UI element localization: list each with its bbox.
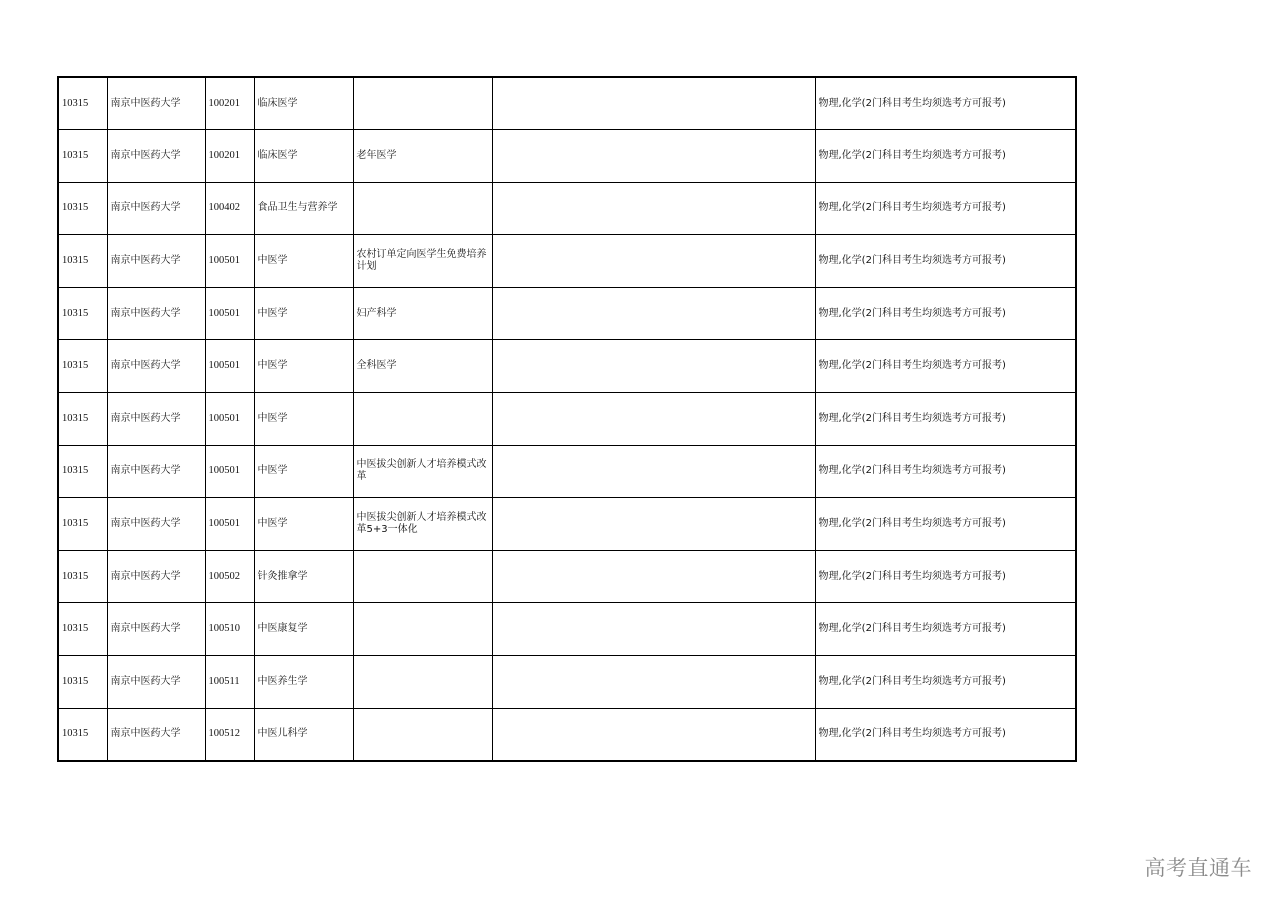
major-code-cell: 100501: [205, 287, 254, 340]
major-code-cell: 100501: [205, 235, 254, 288]
major-code-cell: 100501: [205, 393, 254, 446]
school-name-cell: 南京中医药大学: [107, 235, 205, 288]
enrollment-subject-table: [57, 76, 1077, 762]
major-name-cell: 中医学: [254, 393, 353, 446]
major-direction-cell: [353, 182, 492, 235]
school-name-cell: 南京中医药大学: [107, 445, 205, 498]
school-name-cell: 南京中医药大学: [107, 340, 205, 393]
school-code-cell: 10315: [58, 498, 107, 551]
major-name-cell: 食品卫生与营养学: [254, 182, 353, 235]
major-name-cell: 中医学: [254, 287, 353, 340]
subject-requirement-cell: 物理,化学(2门科目考生均须选考方可报考): [815, 708, 1076, 761]
note-cell: [492, 130, 815, 183]
school-name-cell: 南京中医药大学: [107, 287, 205, 340]
note-cell: [492, 708, 815, 761]
major-code-cell: 100501: [205, 340, 254, 393]
school-name-cell: 南京中医药大学: [107, 656, 205, 709]
school-code-cell: 10315: [58, 656, 107, 709]
school-code-cell: 10315: [58, 393, 107, 446]
school-name-cell: 南京中医药大学: [107, 550, 205, 603]
major-code-cell: 100402: [205, 182, 254, 235]
school-code-cell: 10315: [58, 182, 107, 235]
major-code-cell: 100510: [205, 603, 254, 656]
major-code-cell: 100201: [205, 77, 254, 130]
major-direction-cell: [353, 708, 492, 761]
major-name-cell: 临床医学: [254, 130, 353, 183]
watermark-text: 高考直通车: [1144, 856, 1252, 880]
table-row: [58, 550, 1076, 603]
school-name-cell: 南京中医药大学: [107, 603, 205, 656]
major-name-cell: 中医学: [254, 445, 353, 498]
table-row: [58, 340, 1076, 393]
major-direction-cell: [353, 550, 492, 603]
school-code-cell: 10315: [58, 130, 107, 183]
subject-requirement-cell: 物理,化学(2门科目考生均须选考方可报考): [815, 445, 1076, 498]
school-code-cell: 10315: [58, 287, 107, 340]
major-direction-cell: 中医拔尖创新人才培养模式改革: [353, 445, 492, 498]
table-row: [58, 708, 1076, 761]
note-cell: [492, 77, 815, 130]
subject-requirement-cell: 物理,化学(2门科目考生均须选考方可报考): [815, 182, 1076, 235]
major-code-cell: 100501: [205, 445, 254, 498]
major-name-cell: 中医学: [254, 235, 353, 288]
table-row: [58, 445, 1076, 498]
major-code-cell: 100201: [205, 130, 254, 183]
note-cell: [492, 603, 815, 656]
school-code-cell: 10315: [58, 445, 107, 498]
note-cell: [492, 550, 815, 603]
subject-requirement-cell: 物理,化学(2门科目考生均须选考方可报考): [815, 287, 1076, 340]
note-cell: [492, 287, 815, 340]
subject-requirement-cell: 物理,化学(2门科目考生均须选考方可报考): [815, 393, 1076, 446]
table-row: [58, 393, 1076, 446]
major-name-cell: 中医康复学: [254, 603, 353, 656]
table-row: [58, 235, 1076, 288]
subject-requirement-cell: 物理,化学(2门科目考生均须选考方可报考): [815, 130, 1076, 183]
note-cell: [492, 340, 815, 393]
subject-requirement-cell: 物理,化学(2门科目考生均须选考方可报考): [815, 603, 1076, 656]
major-direction-cell: 农村订单定向医学生免费培养计划: [353, 235, 492, 288]
note-cell: [492, 445, 815, 498]
school-code-cell: 10315: [58, 603, 107, 656]
school-name-cell: 南京中医药大学: [107, 708, 205, 761]
major-direction-cell: 中医拔尖创新人才培养模式改革5+3一体化: [353, 498, 492, 551]
note-cell: [492, 498, 815, 551]
note-cell: [492, 393, 815, 446]
note-cell: [492, 235, 815, 288]
subject-requirement-cell: 物理,化学(2门科目考生均须选考方可报考): [815, 498, 1076, 551]
table-row: [58, 287, 1076, 340]
school-code-cell: 10315: [58, 550, 107, 603]
major-code-cell: 100501: [205, 498, 254, 551]
major-code-cell: 100502: [205, 550, 254, 603]
major-code-cell: 100512: [205, 708, 254, 761]
major-direction-cell: [353, 77, 492, 130]
school-name-cell: 南京中医药大学: [107, 130, 205, 183]
school-code-cell: 10315: [58, 340, 107, 393]
major-name-cell: 针灸推拿学: [254, 550, 353, 603]
table-row: [58, 498, 1076, 551]
note-cell: [492, 182, 815, 235]
school-name-cell: 南京中医药大学: [107, 77, 205, 130]
major-direction-cell: 全科医学: [353, 340, 492, 393]
major-name-cell: 中医儿科学: [254, 708, 353, 761]
school-name-cell: 南京中医药大学: [107, 182, 205, 235]
major-direction-cell: [353, 656, 492, 709]
subject-requirement-cell: 物理,化学(2门科目考生均须选考方可报考): [815, 235, 1076, 288]
table-row: [58, 130, 1076, 183]
subject-requirement-cell: 物理,化学(2门科目考生均须选考方可报考): [815, 550, 1076, 603]
school-name-cell: 南京中医药大学: [107, 393, 205, 446]
subject-requirement-cell: 物理,化学(2门科目考生均须选考方可报考): [815, 656, 1076, 709]
note-cell: [492, 656, 815, 709]
school-code-cell: 10315: [58, 708, 107, 761]
subject-requirement-cell: 物理,化学(2门科目考生均须选考方可报考): [815, 340, 1076, 393]
major-direction-cell: 老年医学: [353, 130, 492, 183]
table-row: [58, 603, 1076, 656]
table-row: [58, 77, 1076, 130]
major-name-cell: 中医学: [254, 498, 353, 551]
major-name-cell: 中医学: [254, 340, 353, 393]
major-direction-cell: [353, 603, 492, 656]
table-row: [58, 182, 1076, 235]
table-body: [58, 77, 1076, 761]
major-name-cell: 临床医学: [254, 77, 353, 130]
school-code-cell: 10315: [58, 235, 107, 288]
major-code-cell: 100511: [205, 656, 254, 709]
table-row: [58, 656, 1076, 709]
school-name-cell: 南京中医药大学: [107, 498, 205, 551]
school-code-cell: 10315: [58, 77, 107, 130]
subject-requirement-cell: 物理,化学(2门科目考生均须选考方可报考): [815, 77, 1076, 130]
major-direction-cell: 妇产科学: [353, 287, 492, 340]
major-direction-cell: [353, 393, 492, 446]
major-name-cell: 中医养生学: [254, 656, 353, 709]
